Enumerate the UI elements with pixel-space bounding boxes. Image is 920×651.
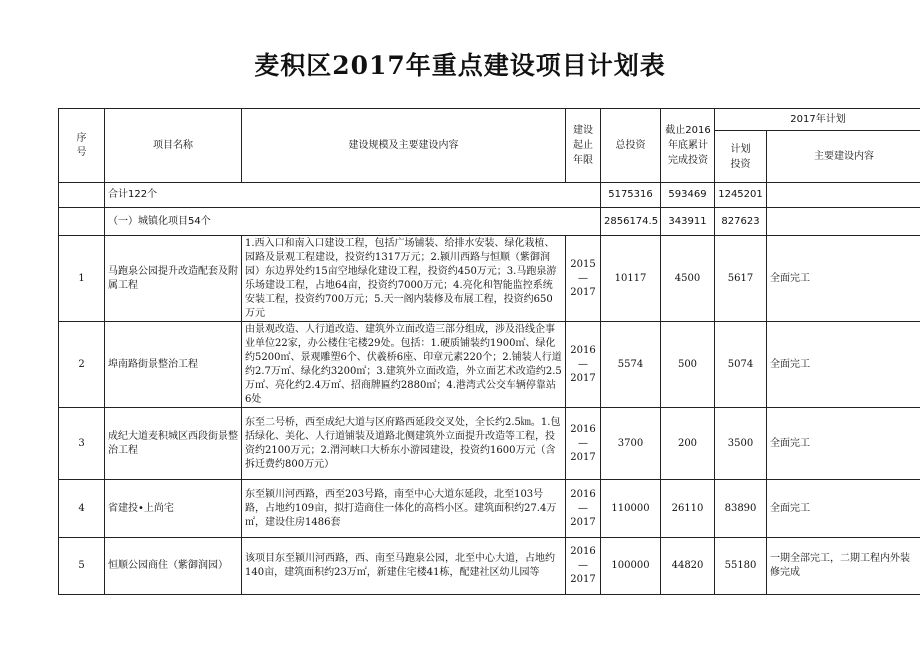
section-investment: 2856174.5: [601, 208, 661, 236]
header-total: 总投资: [601, 109, 661, 183]
row-seq: 3: [59, 408, 105, 480]
row-content: 东至颍川河西路，西至203号路，南至中心大道东延段，北至103号路，占地约109亩，拟打造商住一体化的高档小区。建筑面积约27.4万㎡，建设住房1486套: [242, 480, 566, 538]
row-seq: 2: [59, 322, 105, 408]
row-content: 1.西入口和南入口建设工程，包括广场铺装、给排水安装、绿化栽植、园路及景观工程建设，投资约1317万元；2.颍川西路与恒顺（紫御润园）东边界处约15亩空地绿化建设工程，投资约450万元；3.马跑泉游乐场建设工程，占地64亩，投资约7000万元；4.亮化和智能监控系统安装工程，投资约700万元；5.天一阁内装修及布展工程，投资约650万元: [242, 236, 566, 322]
header-content: 建设规模及主要建设内容: [242, 109, 566, 183]
row-total-investment: 110000: [601, 480, 661, 538]
row-content: 该项目东至颍川河西路，西、南至马跑泉公园，北至中心大道，占地约140亩，建筑面积约23万㎡，新建住宅楼41栋，配建社区幼儿园等: [242, 538, 566, 595]
row-total-investment: 5574: [601, 322, 661, 408]
row-total-investment: 10117: [601, 236, 661, 322]
header-years: 建设起止年限: [566, 109, 601, 183]
row-done-investment: 44820: [661, 538, 715, 595]
header-seq: 序号: [59, 109, 105, 183]
row-plan-content: 全面完工: [767, 408, 920, 480]
row-project-name: 成纪大道麦积城区西段街景整治工程: [105, 408, 242, 480]
row-project-name: 省建投•上尚宅: [105, 480, 242, 538]
row-plan-investment: 3500: [715, 408, 767, 480]
header-row-1: [59, 109, 920, 131]
header-done-2016: 截止2016年底累计完成投资: [661, 109, 715, 183]
section-plan-content: [767, 208, 920, 236]
row-years: 2016 — 2017: [566, 322, 601, 408]
row-done-investment: 500: [661, 322, 715, 408]
row-project-name: 恒顺公园商住（紫御润园）: [105, 538, 242, 595]
row-plan-investment: 5617: [715, 236, 767, 322]
row-years: 2016 — 2017: [566, 538, 601, 595]
row-plan-content: 全面完工: [767, 236, 920, 322]
total-label: 合计122个: [105, 183, 601, 208]
section-label: （一）城镇化项目54个: [105, 208, 601, 236]
row-plan-content: 全面完工: [767, 322, 920, 408]
row-plan-content: 全面完工: [767, 480, 920, 538]
row-done-investment: 4500: [661, 236, 715, 322]
header-name: 项目名称: [105, 109, 242, 183]
row-content: 由景观改造、人行道改造、建筑外立面改造三部分组成，涉及沿线企事业单位22家，办公楼住宅楼29处。包括：1.硬质铺装约1900㎡、绿化约5200㎡、景观雕塑6个、伏羲桥6座、印章元素220个；2.铺装人行道约2.7万㎡、绿化约3200㎡；3.建筑外立面改造，外立面艺术改造约2.5万㎡、亮化约2.4万㎡、招商牌匾约2880㎡；4.港湾式公交车辆停靠站6处: [242, 322, 566, 408]
header-plan-invest: 计划投资: [715, 131, 767, 183]
total-plan: 1245201: [715, 183, 767, 208]
total-investment: 5175316: [601, 183, 661, 208]
total-done: 593469: [661, 183, 715, 208]
header-plan-2017: 2017年计划: [715, 109, 920, 131]
row-seq: 1: [59, 236, 105, 322]
row-years: 2016 — 2017: [566, 408, 601, 480]
row-plan-investment: 83890: [715, 480, 767, 538]
row-project-name: 埠南路街景整治工程: [105, 322, 242, 408]
table-row: [59, 538, 920, 595]
row-done-investment: 26110: [661, 480, 715, 538]
page-title: 麦积区2017年重点建设项目计划表: [254, 51, 666, 80]
row-plan-content: 一期全部完工，二期工程内外装修完成: [767, 538, 920, 595]
row-plan-investment: 5074: [715, 322, 767, 408]
table-row: [59, 480, 920, 538]
row-content: 东至二号桥，西至成纪大道与区府路西延段交叉处，全长约2.5㎞。1.包括绿化、美化、人行道铺装及道路北侧建筑外立面提升改造等工程，投资约2100万元；2.渭河峡口大桥东小游园建设，投资约1600万元（含拆迁费约800万元）: [242, 408, 566, 480]
total-plan-content: [767, 183, 920, 208]
row-years: 2016 — 2017: [566, 480, 601, 538]
total-seq: [59, 183, 105, 208]
table-row: [59, 408, 920, 480]
row-total-investment: 100000: [601, 538, 661, 595]
row-plan-investment: 55180: [715, 538, 767, 595]
row-years: 2015 — 2017: [566, 236, 601, 322]
row-done-investment: 200: [661, 408, 715, 480]
total-row: [59, 183, 920, 208]
header-plan-content: 主要建设内容: [767, 131, 920, 183]
section-plan: 827623: [715, 208, 767, 236]
row-seq: 5: [59, 538, 105, 595]
project-plan-table: [58, 108, 920, 595]
row-project-name: 马跑泉公园提升改造配套及附属工程: [105, 236, 242, 322]
row-total-investment: 3700: [601, 408, 661, 480]
section-done: 343911: [661, 208, 715, 236]
table-row: [59, 322, 920, 408]
section-row: [59, 208, 920, 236]
table-row: [59, 236, 920, 322]
row-seq: 4: [59, 480, 105, 538]
section-seq: [59, 208, 105, 236]
